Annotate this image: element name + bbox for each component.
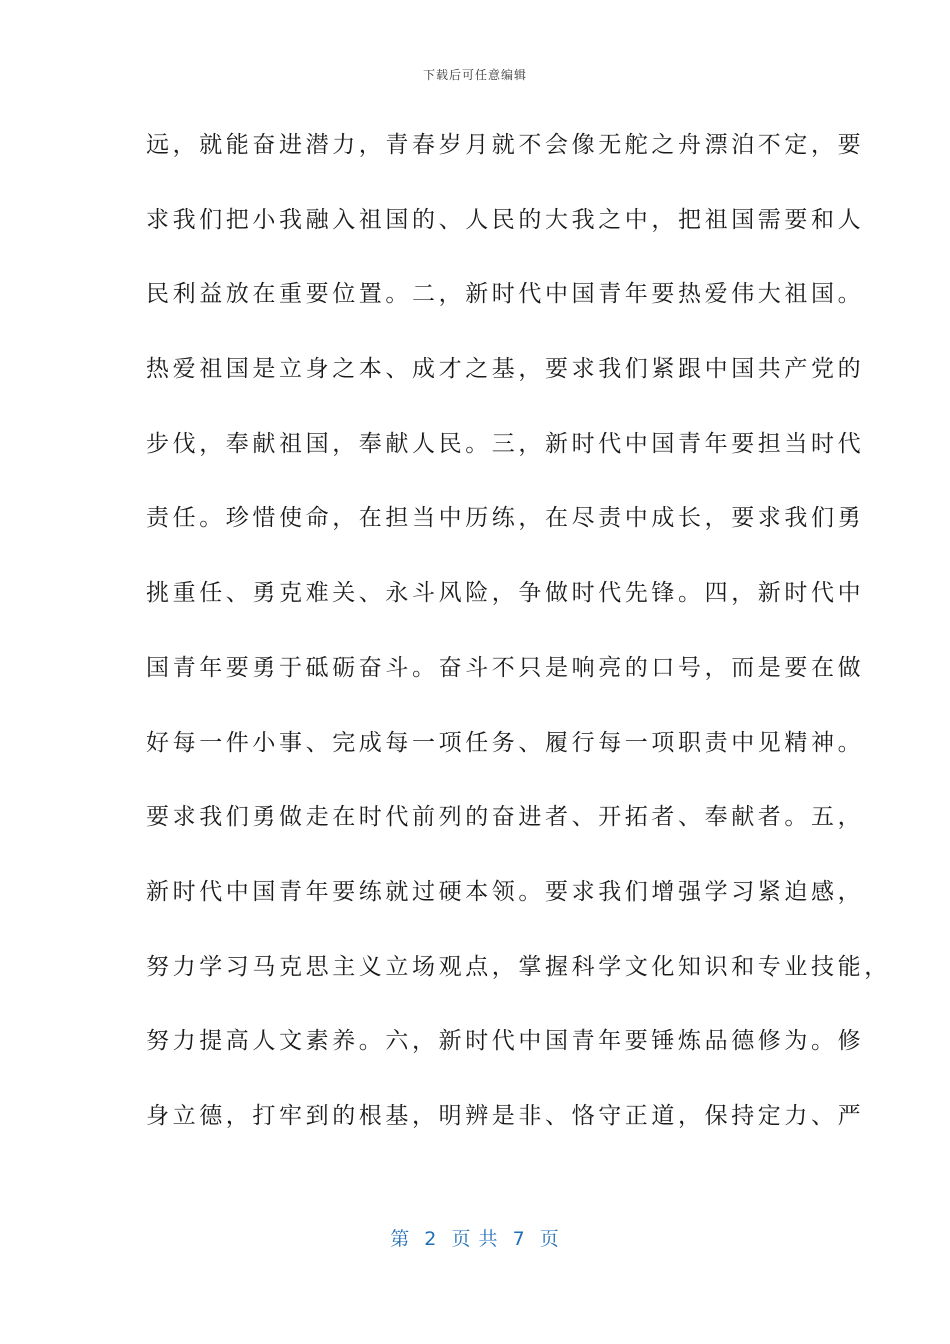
text-line: 步伐，奉献祖国，奉献人民。三，新时代中国青年要担当时代 [146, 430, 865, 457]
header-note: 下载后可任意编辑 [422, 68, 527, 82]
text-line: 责任。珍惜使命，在担当中历练，在尽责中成长，要求我们勇 [146, 505, 865, 532]
text-line: 好每一件小事、完成每一项任务、履行每一项职责中见精神。 [146, 729, 865, 756]
text-line: 努力提高人文素养。六，新时代中国青年要锤炼品德修为。修 [146, 1028, 865, 1055]
text-line: 民利益放在重要位置。二，新时代中国青年要热爱伟大祖国。 [146, 281, 865, 308]
page-number-footer: 第 2 页 共 7 页 [390, 1228, 560, 1250]
text-line: 远，就能奋进潜力，青春岁月就不会像无舵之舟漂泊不定，要 [146, 132, 865, 158]
text-line: 国青年要勇于砥砺奋斗。奋斗不只是响亮的口号，而是要在做 [146, 654, 865, 681]
text-line: 新时代中国青年要练就过硬本领。要求我们增强学习紧迫感， [146, 878, 865, 905]
document-body [146, 125, 891, 1171]
text-line: 身立德，打牢到的根基，明辨是非、恪守正道，保持定力、严 [146, 1102, 865, 1129]
text-line: 要求我们勇做走在时代前列的奋进者、开拓者、奉献者。五， [146, 804, 865, 831]
text-line: 努力学习马克思主义立场观点，掌握科学文化知识和专业技能， [146, 953, 891, 980]
text-line: 挑重任、勇克难关、永斗风险，争做时代先锋。四，新时代中 [146, 580, 865, 607]
text-line: 求我们把小我融入祖国的、人民的大我之中，把祖国需要和人 [146, 206, 865, 233]
text-line: 热爱祖国是立身之本、成才之基，要求我们紧跟中国共产党的 [146, 356, 865, 383]
